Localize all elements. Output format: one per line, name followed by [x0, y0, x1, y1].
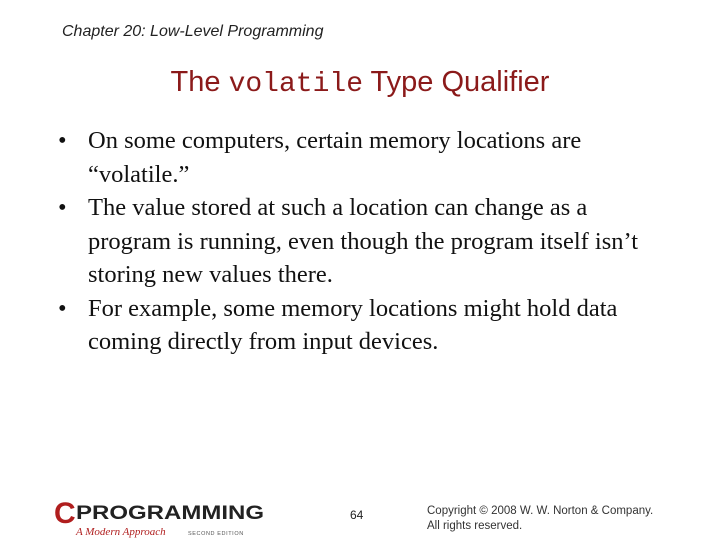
bullet-item	[58, 191, 668, 292]
bullet-text: On some computers, certain memory locations are “volatile.”	[88, 127, 582, 188]
bullet-item	[58, 292, 668, 359]
title-code: volatile	[228, 69, 363, 100]
copyright-line-1: Copyright © 2008 W. W. Norton & Company.	[427, 505, 654, 517]
chapter-header: Chapter 20: Low-Level Programming	[62, 23, 324, 40]
bullet-marker: •	[58, 194, 67, 221]
bullet-list	[58, 124, 668, 359]
logo-edition: SECOND EDITION	[188, 531, 244, 537]
bullet-marker: •	[58, 294, 67, 322]
logo-word: PROGRAMMING	[76, 503, 264, 524]
title-suffix: Type Qualifier	[363, 66, 550, 98]
copyright-notice	[427, 504, 653, 534]
book-logo	[52, 496, 272, 540]
slide-title	[0, 66, 720, 100]
bullet-text: For example, some memory locations might hold data coming directly from input devices.	[88, 294, 618, 355]
title-prefix: The	[170, 66, 229, 98]
bullet-text: The value stored at such a location can change as a program is running, even though the program itself isn’t storing new values there.	[88, 194, 639, 288]
bullet-marker: •	[58, 127, 67, 154]
copyright-line-2: All rights reserved.	[427, 520, 523, 532]
page-number: 64	[350, 508, 364, 522]
logo-letter-c: C	[54, 497, 76, 530]
logo-subtitle: A Modern Approach	[76, 526, 166, 538]
bullet-item	[58, 124, 668, 191]
